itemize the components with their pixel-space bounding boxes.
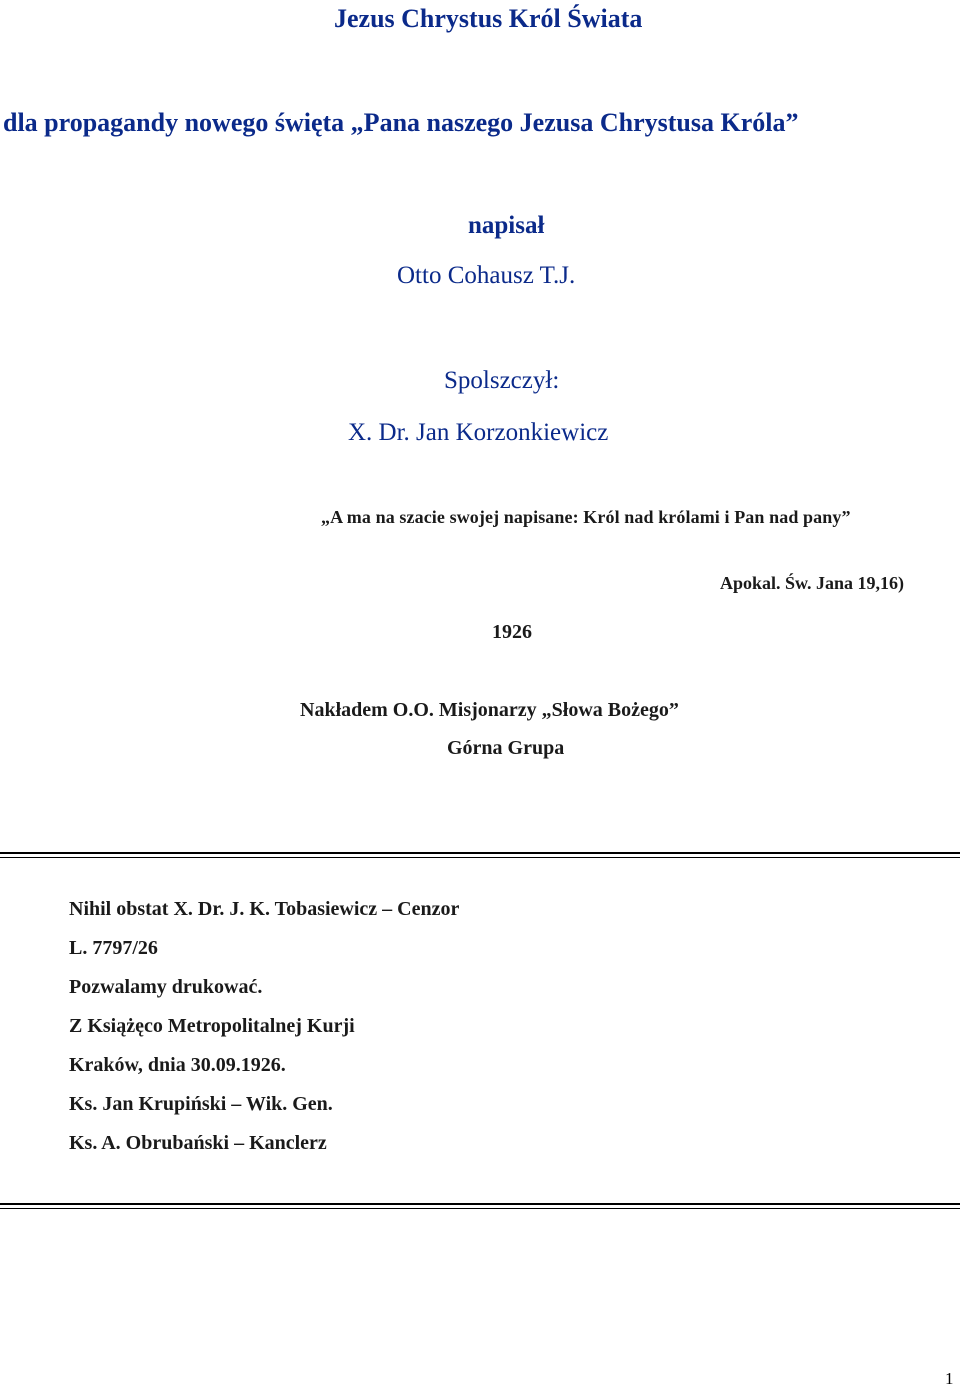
imprimatur-line: Ks. Jan Krupiński – Wik. Gen. — [69, 1093, 333, 1115]
page-number: 1 — [945, 1369, 954, 1388]
imprimatur-line: Pozwalamy drukować. — [69, 976, 263, 998]
translator-name: X. Dr. Jan Korzonkiewicz — [348, 419, 609, 446]
imprimatur-line: L. 7797/26 — [69, 937, 158, 959]
publication-year: 1926 — [492, 621, 532, 643]
author-name: Otto Cohausz T.J. — [397, 262, 576, 289]
divider-top-thick — [0, 852, 960, 854]
publisher-place: Górna Grupa — [447, 737, 565, 759]
document-title: Jezus Chrystus Król Świata — [334, 4, 643, 33]
imprimatur-line: Kraków, dnia 30.09.1926. — [69, 1054, 286, 1076]
document-subtitle: dla propagandy nowego święta „Pana naszego Jezusa Chrystusa Króla” — [3, 108, 799, 137]
divider-bottom-thin — [0, 1208, 960, 1209]
publisher: Nakładem O.O. Misjonarzy „Słowa Bożego” — [300, 699, 679, 721]
imprimatur-line: Z Książęco Metropolitalnej Kurji — [69, 1015, 355, 1037]
epigraph-reference: Apokal. Św. Jana 19,16) — [720, 573, 905, 593]
epigraph-quote: „A ma na szacie swojej napisane: Król nad królami i Pan nad pany” — [321, 507, 851, 527]
divider-bottom-thick — [0, 1203, 960, 1205]
translated-label: Spolszczył: — [444, 367, 560, 394]
divider-top-thin — [0, 857, 960, 858]
wrote-label: napisał — [468, 212, 545, 239]
imprimatur-line: Nihil obstat X. Dr. J. K. Tobasiewicz – Cenzor — [69, 898, 460, 920]
imprimatur-line: Ks. A. Obrubański – Kanclerz — [69, 1132, 327, 1154]
